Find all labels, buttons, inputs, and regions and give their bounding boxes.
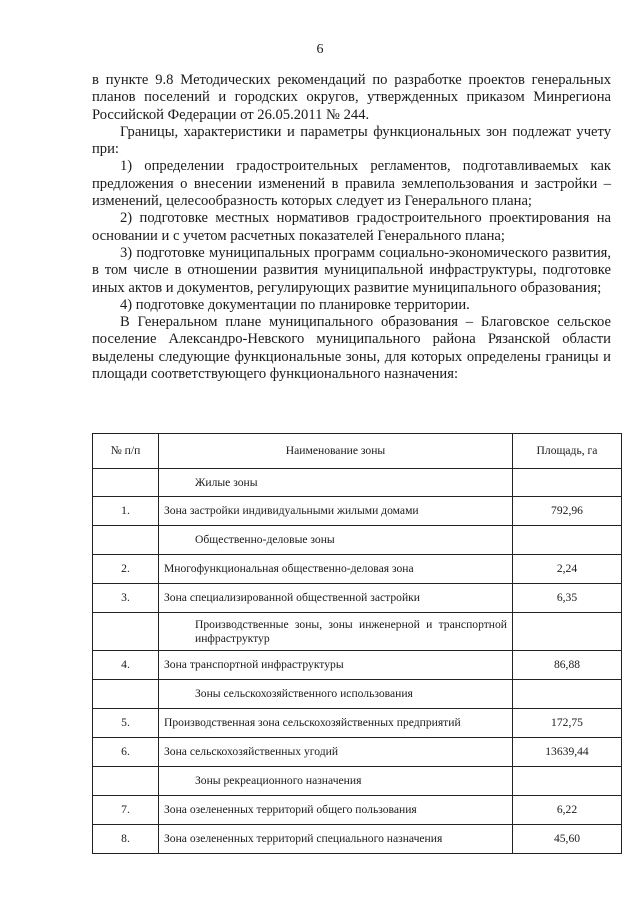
paragraph: 1) определении градостроительных регламентов, подготавливаемых как предложения о внесении изменений в правила землепользования и застройки – изменений, целесообразность которых следует из Генерального плана;	[92, 158, 611, 210]
body-text	[92, 72, 611, 383]
category-name: Жилые зоны	[159, 469, 513, 497]
zones-table	[92, 433, 622, 854]
table-row	[93, 497, 622, 526]
table-row	[93, 738, 622, 767]
table-row	[93, 651, 622, 680]
table-row	[93, 555, 622, 584]
row-number: 4.	[93, 651, 159, 680]
category-name: Зоны сельскохозяйственного использования	[159, 680, 513, 709]
zone-area: 45,60	[513, 825, 622, 854]
paragraph: В Генеральном плане муниципального образования – Благовское сельское поселение Александро-Невского муниципального района Рязанской области выделены следующие функциональные зоны, для которых определены границы и площади соответствующего функционального назначения:	[92, 314, 611, 383]
category-row	[93, 680, 622, 709]
paragraph: 4) подготовке документации по планировке территории.	[120, 296, 470, 313]
zone-name: Производственная зона сельскохозяйственных предприятий	[159, 709, 513, 738]
category-row	[93, 469, 622, 497]
category-name: Производственные зоны, зоны инженерной и транспортной инфраструктур	[159, 613, 513, 651]
zone-area: 6,35	[513, 584, 622, 613]
zone-area: 13639,44	[513, 738, 622, 767]
zone-area: 2,24	[513, 555, 622, 584]
row-number: 3.	[93, 584, 159, 613]
table-row	[93, 709, 622, 738]
table-row	[93, 825, 622, 854]
paragraph: 2) подготовке местных нормативов градостроительного проектирования на основании и с учетом расчетных показателей Генерального плана;	[92, 210, 611, 244]
zone-name: Зона специализированной общественной застройки	[159, 584, 513, 613]
category-row	[93, 613, 622, 651]
category-name: Зоны рекреационного назначения	[159, 767, 513, 796]
table-row	[93, 796, 622, 825]
zone-name: Зона транспортной инфраструктуры	[159, 651, 513, 680]
table-header-row	[93, 434, 622, 469]
category-row	[93, 526, 622, 555]
zone-area: 86,88	[513, 651, 622, 680]
paragraph: Границы, характеристики и параметры функциональных зон подлежат учету при:	[92, 123, 611, 158]
page-number: 6	[316, 42, 324, 57]
header-zone-name: Наименование зоны	[159, 434, 513, 469]
category-row	[93, 767, 622, 796]
zone-name: Зона озелененных территорий специального назначения	[159, 825, 513, 854]
header-area: Площадь, га	[513, 434, 622, 469]
row-number: 5.	[93, 709, 159, 738]
row-number: 6.	[93, 738, 159, 767]
header-number: № п/п	[93, 434, 159, 469]
zone-name: Зона озелененных территорий общего пользования	[159, 796, 513, 825]
row-number: 2.	[93, 555, 159, 584]
category-name: Общественно-деловые зоны	[159, 526, 513, 555]
zone-area: 6,22	[513, 796, 622, 825]
zone-name: Зона застройки индивидуальными жилыми домами	[159, 497, 513, 526]
table-row	[93, 584, 622, 613]
zone-area: 792,96	[513, 497, 622, 526]
zone-name: Зона сельскохозяйственных угодий	[159, 738, 513, 767]
paragraph: в пункте 9.8 Методических рекомендаций по разработке проектов генеральных планов поселений и городских округов, утвержденных приказом Минрегиона Российской Федерации от 26.05.2011 № 244.	[92, 72, 611, 123]
row-number: 8.	[93, 825, 159, 854]
zone-name: Многофункциональная общественно-деловая зона	[159, 555, 513, 584]
row-number: 7.	[93, 796, 159, 825]
zone-area: 172,75	[513, 709, 622, 738]
row-number: 1.	[93, 497, 159, 526]
paragraph: 3) подготовке муниципальных программ социально-экономического развития, в том числе в отношении развития муниципальной инфраструктуры, подготовке иных актов и документов, регулирующих развитие муниципального образования;	[92, 244, 611, 296]
